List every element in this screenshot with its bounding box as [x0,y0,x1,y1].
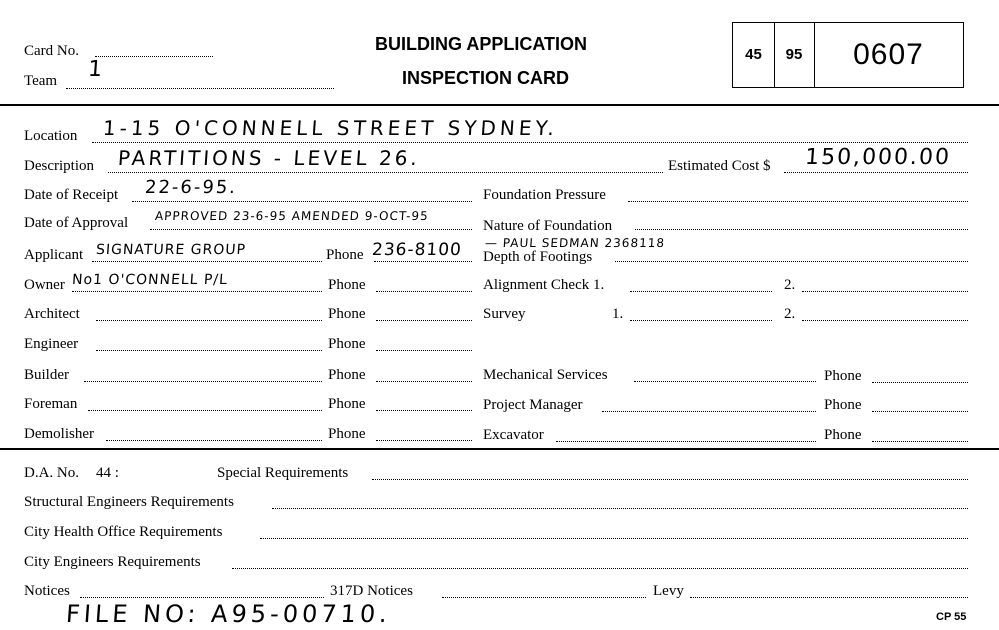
description-label: Description [24,158,94,174]
structural-requirements-field [272,508,968,509]
project-manager-phone-label: Phone [824,397,862,413]
owner-phone-field [376,291,472,292]
foundation-pressure-field [628,201,968,202]
estimated-cost-value: 150,000.00 [804,145,952,170]
demolisher-label: Demolisher [24,426,94,442]
depth-of-footings-field [615,261,968,262]
architect-field [96,320,322,321]
alignment-check-2-field [802,291,968,292]
nature-of-foundation-field [635,229,968,230]
location-value: 1-15 O'CONNELL STREET SYDNEY. [102,116,559,140]
demolisher-phone-label: Phone [328,426,366,442]
date-of-approval-field [150,229,472,230]
notices-label: Notices [24,583,70,599]
date-of-receipt-field [132,201,472,202]
builder-label: Builder [24,367,69,383]
city-engineers-requirements-field [232,568,968,569]
architect-phone-field [376,320,472,321]
reference-cell-1: 45 [745,46,762,63]
levy-field [690,597,968,598]
applicant-phone-label: Phone [326,247,364,263]
owner-field [72,291,322,292]
reference-cell-3: 0607 [853,38,924,71]
excavator-phone-field [872,441,968,442]
architect-label: Architect [24,306,80,322]
excavator-phone-label: Phone [824,427,862,443]
contact-note: — PAUL SEDMAN 2368118 [484,236,666,250]
excavator-label: Excavator [483,427,544,443]
description-field [108,172,663,173]
special-requirements-label: Special Requirements [217,465,349,481]
date-of-approval-value: APPROVED 23-6-95 AMENDED 9-OCT-95 [154,209,430,223]
survey-1-field [630,320,772,321]
card-title-line2: INSPECTION CARD [402,68,570,88]
builder-phone-field [376,381,472,382]
engineer-phone-field [376,350,472,351]
da-no-label: D.A. No. [24,465,79,481]
survey-1-label: 1. [612,306,624,322]
date-of-receipt-value: 22-6-95. [144,177,238,198]
survey-2-field [802,320,968,321]
form-code: CP 55 [936,611,967,623]
mechanical-services-phone-label: Phone [824,368,862,384]
file-number-note: FILE NO: A95-00710. [65,600,392,628]
survey-2-label: 2. [784,306,796,322]
builder-field [84,381,322,382]
317d-notices-field [442,597,646,598]
card-no-field [95,56,213,57]
foreman-phone-field [376,410,472,411]
levy-label: Levy [653,583,684,599]
engineer-field [96,350,322,351]
engineer-phone-label: Phone [328,336,366,352]
project-manager-field [602,411,816,412]
project-manager-label: Project Manager [483,397,583,413]
description-value: PARTITIONS - LEVEL 26. [117,146,421,170]
card-title-line1: BUILDING APPLICATION [375,34,587,54]
mechanical-services-phone-field [872,382,968,383]
structural-requirements-label: Structural Engineers Requirements [24,494,234,510]
foundation-pressure-label: Foundation Pressure [483,187,606,203]
reference-cell-2: 95 [785,46,803,63]
section-divider [0,448,999,450]
team-label: Team [24,73,58,89]
mechanical-services-field [634,381,816,382]
mechanical-services-label: Mechanical Services [483,367,608,383]
applicant-phone-field [374,261,472,262]
architect-phone-label: Phone [328,306,366,322]
alignment-check-1-field [630,291,772,292]
estimated-cost-field [784,172,968,173]
owner-value: No1 O'CONNELL P/L [71,272,229,288]
survey-label: Survey [483,306,526,322]
depth-of-footings-label: Depth of Footings [483,249,593,265]
team-value: 1 [87,57,105,82]
reference-number-box [732,22,964,88]
owner-phone-label: Phone [328,277,366,293]
applicant-label: Applicant [24,247,84,263]
notices-field [80,597,324,598]
da-no-value: 44 : [96,465,119,481]
foreman-phone-label: Phone [328,396,366,412]
alignment-check-2-label: 2. [784,277,796,293]
date-of-approval-label: Date of Approval [24,215,129,231]
foreman-field [88,410,322,411]
nature-of-foundation-label: Nature of Foundation [483,218,613,234]
estimated-cost-label: Estimated Cost $ [668,158,771,174]
location-label: Location [24,128,78,144]
builder-phone-label: Phone [328,367,366,383]
applicant-phone-value: 236-8100 [371,240,463,260]
applicant-value: SIGNATURE GROUP [95,242,247,258]
demolisher-field [106,440,322,441]
city-health-requirements-label: City Health Office Requirements [24,524,223,540]
location-field [92,142,968,143]
applicant-field [92,261,322,262]
card-no-label: Card No. [24,43,79,59]
foreman-label: Foreman [24,396,78,412]
city-engineers-requirements-label: City Engineers Requirements [24,554,201,570]
header-divider [0,104,999,106]
date-of-receipt-label: Date of Receipt [24,187,119,203]
excavator-field [556,441,816,442]
team-field [66,88,334,89]
project-manager-phone-field [872,411,968,412]
special-requirements-field [372,479,968,480]
owner-label: Owner [24,277,65,293]
alignment-check-label: Alignment Check 1. [483,277,605,293]
demolisher-phone-field [376,440,472,441]
317d-notices-label: 317D Notices [330,583,413,599]
city-health-requirements-field [260,538,968,539]
engineer-label: Engineer [24,336,79,352]
